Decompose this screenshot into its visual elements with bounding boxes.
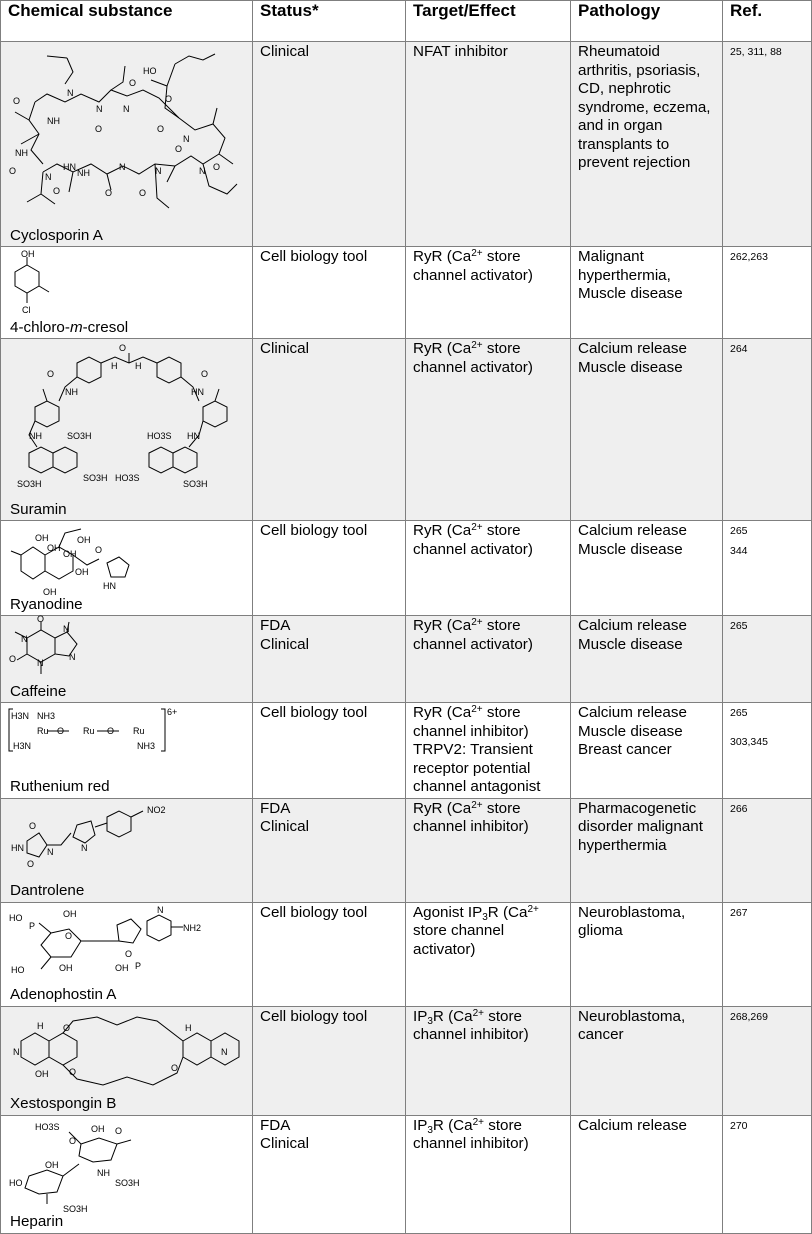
header-pathology: Pathology [571,1,723,42]
target-cell [406,1115,571,1233]
status-text: Cell biology tool [260,704,368,721]
struct-label: OH [21,249,35,259]
struct-label: N [157,904,164,915]
substance-cell [1,247,253,339]
ref-text: 266 [730,802,748,815]
substance-cell [1,42,253,247]
substance-name: Xestospongin B [10,1095,117,1112]
struct-label: O [37,614,45,624]
target-text: RyR ($Ca^{2+}$ store channel activator) [413,248,533,284]
target-text: $IP_3R$ ($Ca^{2+}$ store channel inhibitor) [413,1007,529,1043]
substance-cell [1,339,253,521]
struct-label: HN [11,842,24,853]
struct-label: OH [63,549,77,559]
struct-label: P [135,960,142,971]
ref-cell [723,616,812,703]
substance-cell [1,521,253,616]
struct-label: NH [97,1167,110,1178]
struct-label: O [63,1022,71,1033]
table-row [1,798,812,902]
substance-cell [1,616,253,703]
pathology-text: Muscle disease [578,722,683,740]
ref-cell [723,703,812,799]
ref-cell [723,1006,812,1115]
dantrolene-structure-icon [7,803,197,879]
ref-text: 344 [730,545,748,557]
struct-label: OH [45,1159,59,1170]
struct-label: O [95,545,103,555]
substance-cell [1,1115,253,1233]
ref-text: 264 [730,343,748,355]
ref-text: 303,345 [730,736,768,748]
struct-label: OH [75,567,89,577]
cyclosporin-structure-icon [7,46,243,226]
substance-cell [1,1006,253,1115]
struct-label: OH [115,962,129,973]
ref-text: 270 [730,1119,748,1132]
status-text: Cell biology tool [260,248,368,265]
struct-label: N [37,658,44,668]
struct-label: H3N [13,741,32,751]
struct-label: SO3H [67,431,92,441]
target-text: RyR ($Ca^{2+}$ store channel activator) [413,522,533,558]
ref-text: 267 [730,906,748,919]
target-text: TRPV2: Transient receptor potential channel antagonist [413,741,541,795]
pathology-cell [571,247,723,339]
struct-label: N [21,634,28,644]
struct-label: OH [35,1068,49,1079]
status-text: FDA [260,617,291,634]
ref-text: 268,269 [730,1010,768,1023]
ref-text: 265 [730,525,748,537]
struct-label: O [9,654,17,664]
target-text: RyR ($Ca^{2+}$ store channel inhibitor) [413,799,529,835]
chlorocresol-structure-icon [7,251,67,321]
status-cell [253,902,406,1006]
struct-label: NH [47,116,60,126]
struct-label: O [171,1062,179,1073]
struct-label: O [175,144,183,154]
struct-label: N [123,104,130,114]
struct-label: HO3S [115,473,140,483]
ruthenium-red-structure-icon [7,707,177,757]
struct-label: O [27,858,35,869]
struct-label: SO3H [83,473,108,483]
pathology-text: Rheumatoid arthritis, psoriasis, CD, nephrotic syndrome, eczema, and in organ transplants to prevent rejection [578,43,711,171]
struct-label: O [119,343,127,353]
table-row [1,1006,812,1115]
struct-label: N [199,166,206,176]
target-text: NFAT inhibitor [413,43,508,60]
struct-label: O [129,78,137,88]
ref-text: 262,263 [730,251,768,263]
struct-label: OH [47,543,61,553]
pathology-text: Calcium release [578,617,687,634]
adenophostin-structure-icon [7,904,217,987]
pathology-cell [571,1115,723,1233]
struct-label: OH [59,962,73,973]
struct-label: N [67,88,74,98]
ref-cell [723,902,812,1006]
struct-label: NH3 [137,741,156,751]
target-text: RyR ($Ca^{2+}$ store channel activator) [413,617,533,653]
table-row [1,42,812,247]
status-cell [253,798,406,902]
target-text: $IP_3R$ ($Ca^{2+}$ store channel inhibitor) [413,1116,529,1152]
pathology-cell [571,703,723,799]
struct-label: N [45,172,52,182]
status-text: Cell biology tool [260,522,368,539]
status-text: Cell biology tool [260,1007,368,1025]
struct-label: O [57,726,65,736]
struct-label: Ru [83,726,95,736]
struct-label: HO [143,66,157,76]
table-row [1,902,812,1006]
ryanodine-structure-icon [7,525,157,597]
struct-label: NH [29,431,42,441]
status-cell [253,42,406,247]
struct-label: SO3H [183,479,208,489]
pathology-text: Calcium release [578,522,687,539]
struct-label: Ru [133,726,145,736]
status-cell [253,521,406,616]
substance-name: Ruthenium red [10,778,110,795]
target-text: Agonist $IP_3R$ ($Ca^{2+}$ store channel activator) [413,903,539,958]
struct-label: O [95,124,103,134]
struct-label: O [105,188,113,198]
heparin-structure-icon [7,1120,207,1214]
struct-label: 6+ [167,707,178,717]
struct-label: NH [77,168,90,178]
caffeine-structure-icon [7,614,87,684]
ref-cell [723,339,812,521]
struct-label: O [29,820,37,831]
struct-label: OH [77,535,91,545]
status-cell [253,616,406,703]
status-cell [253,1006,406,1115]
struct-label: SO3H [63,1203,88,1214]
status-text: Cell biology tool [260,903,368,921]
header-row [1,1,812,42]
struct-label: O [115,1125,123,1136]
status-text: FDA [260,1116,291,1134]
struct-label: NH [15,148,28,158]
status-text: Clinical [260,1135,309,1152]
substance-cell [1,798,253,902]
pathology-text: Muscle disease [578,635,683,653]
struct-label: O [13,96,21,106]
pathology-text: Muscle disease [578,358,683,376]
struct-label: O [65,930,73,941]
pathology-cell [571,902,723,1006]
ref-text: 25, 311, 88 [730,46,782,58]
struct-label: H [37,1020,44,1031]
struct-label: HO3S [147,431,172,441]
struct-label: N [69,652,76,662]
struct-label: O [53,186,61,196]
header-substance: Chemical substance [1,1,253,42]
table-row [1,1115,812,1233]
target-cell [406,247,571,339]
struct-label: O [107,726,115,736]
target-cell [406,42,571,247]
status-text: Clinical [260,340,309,357]
struct-label: NH3 [37,711,56,721]
pathology-text: Malignant hyperthermia, Muscle disease [578,248,683,302]
struct-label: NH [65,387,78,397]
pathology-text: Neuroblastoma, glioma [578,903,686,939]
struct-label: N [47,846,54,857]
ref-cell [723,798,812,902]
pathology-cell [571,616,723,703]
status-text: FDA [260,799,291,817]
struct-label: HN [103,581,116,591]
struct-label: O [213,162,221,172]
status-cell [253,247,406,339]
table-row [1,247,812,339]
pathology-text: Calcium release [578,704,687,721]
ref-text: 265 [730,707,748,719]
struct-label: HN [63,162,76,172]
table-row [1,616,812,703]
struct-label: Cl [22,305,31,315]
target-cell [406,339,571,521]
pathology-text: Calcium release [578,1116,687,1134]
substance-name: Adenophostin A [10,986,117,1003]
struct-label: O [47,369,55,379]
target-cell [406,902,571,1006]
table-row [1,521,812,616]
target-cell [406,703,571,799]
header-target: Target/Effect [406,1,571,42]
struct-label: Ru [37,726,49,736]
struct-label: N [96,104,103,114]
substance-name: Suramin [10,500,67,518]
struct-label: OH [35,533,49,543]
struct-label: O [69,1066,77,1077]
struct-label: HO [9,1177,23,1188]
substance-name: Cyclosporin A [10,226,103,244]
struct-label: HO3S [35,1121,60,1132]
struct-label: O [9,166,17,176]
struct-label: H [185,1022,192,1033]
table-row [1,339,812,521]
ref-cell [723,1115,812,1233]
struct-label: O [69,1135,77,1146]
target-cell [406,521,571,616]
header-status: Status* [253,1,406,42]
status-text: Clinical [260,818,309,835]
struct-label: N [81,842,88,853]
struct-label: HN [187,431,200,441]
target-cell [406,616,571,703]
struct-label: H [135,361,142,371]
substance-cell [1,902,253,1006]
struct-label: HO [9,912,23,923]
target-text: RyR ($Ca^{2+}$ store channel activator) [413,340,533,376]
struct-label: OH [63,908,77,919]
struct-label: O [125,948,133,959]
struct-label: NH2 [183,922,202,933]
target-cell [406,798,571,902]
ref-text: 265 [730,620,748,632]
ref-cell [723,247,812,339]
struct-label: H3N [11,711,30,721]
struct-label: H [111,361,118,371]
header-ref: Ref. [723,1,812,42]
struct-label: O [165,94,173,104]
pathology-cell [571,42,723,247]
pathology-text: Muscle disease [578,540,683,558]
pathology-cell [571,339,723,521]
struct-label: N [183,134,190,144]
pathology-text: Breast cancer [578,741,672,758]
status-text: Clinical [260,43,309,60]
pathology-text: Neuroblastoma, cancer [578,1007,686,1043]
table-row [1,703,812,799]
substance-cell [1,703,253,799]
struct-label: N [119,162,126,172]
struct-label: O [201,369,209,379]
pathology-cell [571,1006,723,1115]
status-cell [253,1115,406,1233]
substance-name: Heparin [10,1213,64,1230]
status-cell [253,339,406,521]
struct-label: O [139,188,147,198]
struct-label: OH [91,1123,105,1134]
struct-label: N [13,1046,20,1057]
struct-label: N [221,1046,228,1057]
struct-label: NO2 [147,804,166,815]
pathology-cell [571,798,723,902]
pathology-text: Calcium release [578,340,687,357]
substance-name: Dantrolene [10,882,85,899]
pathology-text: Pharmacogenetic disorder malignant hyperthermia [578,799,703,854]
struct-label: SO3H [115,1177,140,1188]
ref-cell [723,521,812,616]
xestospongin-structure-icon [7,1011,243,1097]
struct-label: O [157,124,165,134]
ref-cell [723,42,812,247]
suramin-structure-icon [7,343,243,499]
substance-name: Ryanodine [10,595,83,613]
struct-label: OH [43,587,57,597]
struct-label: N [63,624,70,634]
struct-label: P [29,920,36,931]
status-cell [253,703,406,799]
struct-label: HN [191,387,204,397]
substance-name: Caffeine [10,682,67,700]
target-text: RyR ($Ca^{2+}$ store channel inhibitor) [413,704,529,740]
pathology-cell [571,521,723,616]
target-cell [406,1006,571,1115]
struct-label: HO [11,964,25,975]
struct-label: N [155,166,162,176]
struct-label: SO3H [17,479,42,489]
status-text: Clinical [260,635,309,653]
substance-name: 4-chloro-m-cresol [10,318,129,336]
